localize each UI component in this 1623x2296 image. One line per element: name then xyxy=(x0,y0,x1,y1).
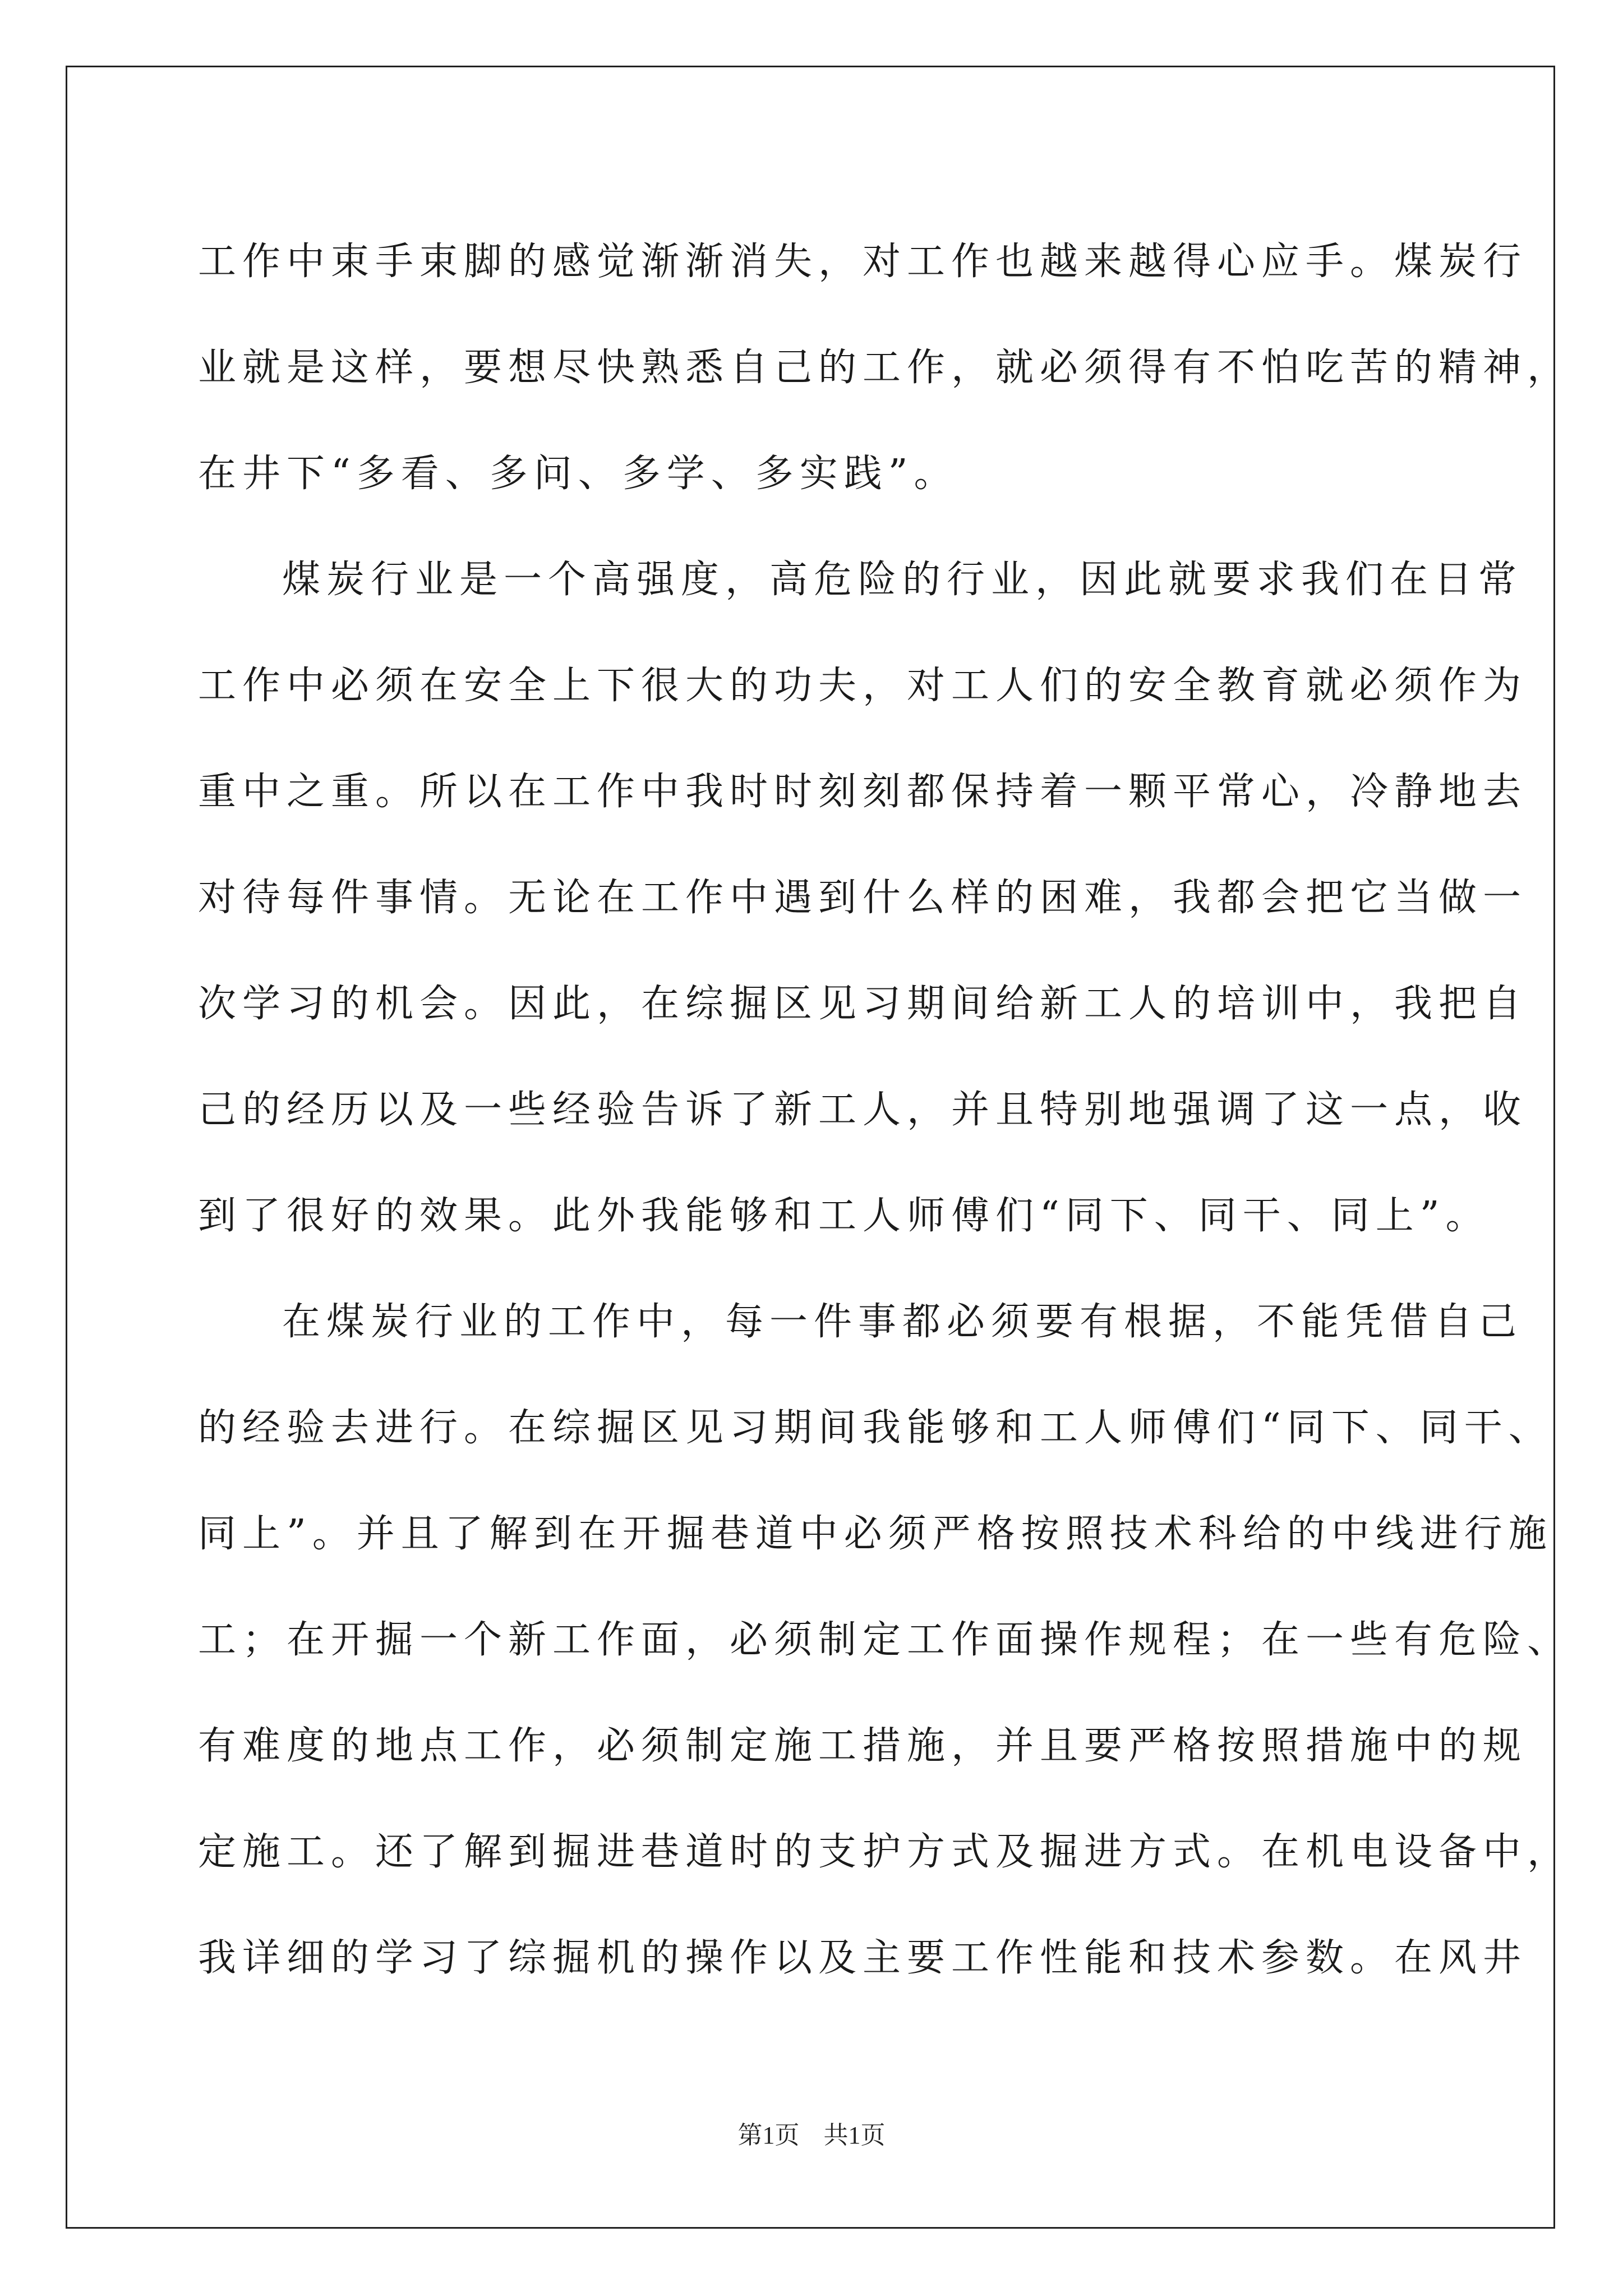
text-line: 对待每件事情。无论在工作中遇到什么样的困难，我都会把它当做一 xyxy=(198,876,1528,920)
text-line: 己的经历以及一些经验告诉了新工人，并且特别地强调了这一点，收 xyxy=(198,1088,1528,1132)
text-line: 同上”。并且了解到在开掘巷道中必须严格按照技术科给的中线进行施 xyxy=(198,1512,1553,1556)
text-line: 有难度的地点工作，必须制定施工措施，并且要严格按照措施中的规 xyxy=(198,1724,1528,1768)
text-line: 次学习的机会。因此，在综掘区见习期间给新工人的培训中，我把自 xyxy=(198,982,1528,1026)
text-line: 工作中必须在安全上下很大的功夫，对工人们的安全教育就必须作为 xyxy=(198,664,1528,708)
text-line: 的经验去进行。在综掘区见习期间我能够和工人师傅们“同下、同干、 xyxy=(198,1406,1553,1450)
text-line: 定施工。还了解到掘进巷道时的支护方式及掘进方式。在机电设备中， xyxy=(198,1830,1572,1874)
page-number: 第1页 xyxy=(737,2122,800,2149)
page-footer xyxy=(0,2115,1623,2151)
text-line: 工作中束手束脚的感觉渐渐消失，对工作也越来越得心应手。煤炭行 xyxy=(198,240,1528,284)
paragraph-3 xyxy=(198,1269,1572,2011)
text-line: 重中之重。所以在工作中我时时刻刻都保持着一颗平常心，冷静地去 xyxy=(198,770,1528,814)
page-total: 共1页 xyxy=(823,2122,886,2149)
text-line: 工；在开掘一个新工作面，必须制定工作面操作规程；在一些有危险、 xyxy=(198,1618,1572,1662)
text-line: 在煤炭行业的工作中，每一件事都必须要有根据，不能凭借自己 xyxy=(282,1300,1523,1344)
text-line: 业就是这样，要想尽快熟悉自己的工作，就必须得有不怕吃苦的精神， xyxy=(198,346,1572,390)
text-line: 煤炭行业是一个高强度，高危险的行业，因此就要求我们在日常 xyxy=(282,558,1523,602)
text-line: 到了很好的效果。此外我能够和工人师傅们“同下、同干、同上”。 xyxy=(198,1194,1490,1238)
text-line: 我详细的学习了综掘机的操作以及主要工作性能和技术参数。在风井 xyxy=(198,1936,1528,1980)
document-body xyxy=(198,209,1572,2011)
paragraph-2 xyxy=(198,527,1528,1269)
text-line: 在井下“多看、多问、多学、多实践”。 xyxy=(198,452,958,496)
paragraph-1 xyxy=(198,209,1572,527)
